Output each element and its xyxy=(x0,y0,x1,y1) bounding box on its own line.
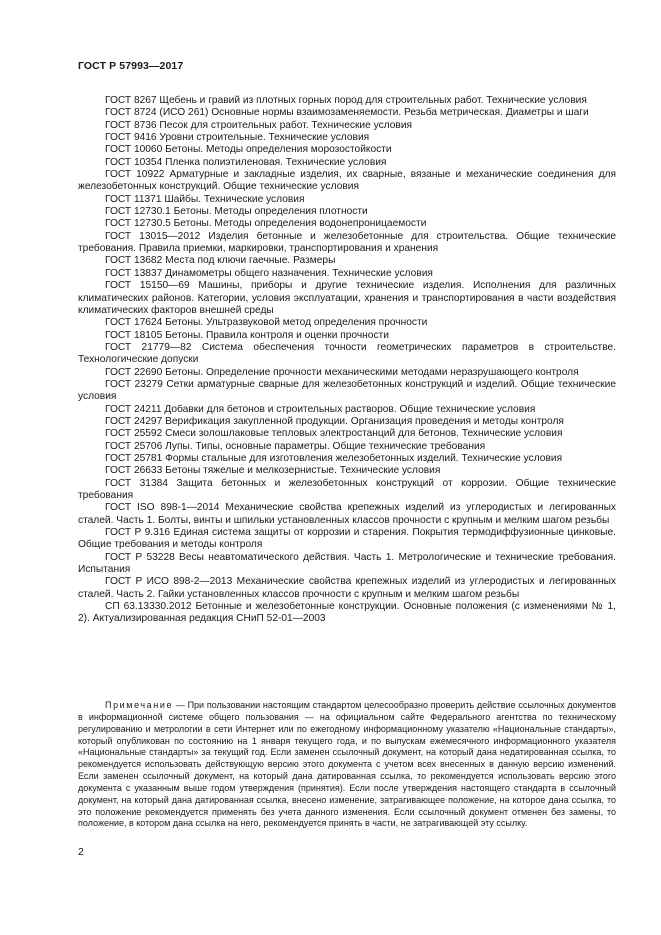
reference-item: ГОСТ 12730.1 Бетоны. Методы определения плотности xyxy=(105,206,368,218)
reference-item: ГОСТ 10060 Бетоны. Методы определения морозостойкости xyxy=(105,144,392,156)
reference-item: ГОСТ 23279 Сетки арматурные сварные для железобетонных конструкций и изделий. Общие технические условия xyxy=(78,378,616,403)
reference-item: ГОСТ 25781 Формы стальные для изготовления железобетонных изделий. Технические условия xyxy=(105,452,563,464)
reference-item: ГОСТ 12730.5 Бетоны. Методы определения водонепроницаемости xyxy=(105,218,427,230)
reference-item: ГОСТ 13837 Динамометры общего назначения. Технические условия xyxy=(105,267,433,279)
reference-item: ГОСТ 24211 Добавки для бетонов и строительных растворов. Общие технические условия xyxy=(105,403,536,415)
reference-item: ГОСТ 8736 Песок для строительных работ. Технические условия xyxy=(105,119,413,131)
reference-item: ГОСТ 17624 Бетоны. Ультразвуковой метод определения прочности xyxy=(105,317,428,329)
page-number: 2 xyxy=(78,846,84,858)
reference-item: ГОСТ 18105 Бетоны. Правила контроля и оценки прочности xyxy=(105,329,389,341)
reference-item: ГОСТ ISO 898-1—2014 Механические свойства крепежных изделий из углеродистых и легированных сталей. Часть 1. Болты, винты и шпильки установленных классов прочности с крупным и мелким шагом резьбы xyxy=(78,502,616,526)
reference-item: СП 63.13330.2012 Бетонные и железобетонные конструкции. Основные положения (с изменениями № 1, 2). Актуализированная редакция СНиП 52-01—2003 xyxy=(78,601,616,625)
reference-item: ГОСТ 22690 Бетоны. Определение прочности механическими методами неразрушающего контроля xyxy=(105,366,579,378)
note-text: — При пользовании настоящим стандартом целесообразно проверить действие ссылочных документов в информационной системе общего пользования — на официальном сайте Федерального агентства по техническому регулированию и метрологии в сети Интернет или по ежегодному информационному указателю «Национальные стандарты», который опубликован по состоянию на 1 января текущего года, и по выпускам ежемесячного информационного указателя «Национальные стандарты» за текущий год. Если заменен ссылочный документ, на который дана недатированная ссылка, то рекомендуется использовать действующую версию этого документа с учетом всех внесенных в данную версию изменений. Если заменен ссылочный документ, на который дана датированная ссылка, то рекомендуется использовать версию этого документа с указанным выше годом утверждения (принятия). Если после утверждения настоящего стандарта в ссылочный документ, на который дана датированная ссылка, внесено изменение, затрагивающее положение, на которое дана ссылка, то это положение рекомендуется применять без учета данного изменения. Если ссылочный документ отменен без замены, то положение, в котором дана ссылка на него, рекомендуется принять в части, не затрагивающей эту ссылку. xyxy=(78,700,616,829)
reference-item: ГОСТ 26633 Бетоны тяжелые и мелкозернистые. Технические условия xyxy=(105,465,441,477)
note-paragraph xyxy=(78,700,616,830)
reference-item: ГОСТ Р 9.316 Единая система защиты от коррозии и старения. Покрытия термодиффузионные цинковые. Общие требования и методы контроля xyxy=(78,527,616,551)
reference-item: ГОСТ 10354 Пленка полиэтиленовая. Технические условия xyxy=(105,156,387,168)
reference-item: ГОСТ 13015—2012 Изделия бетонные и железобетонные для строительства. Общие технические требования. Правила приемки, маркировки, транспортирования и хранения xyxy=(78,230,616,255)
reference-item: ГОСТ 13682 Места под ключи гаечные. Размеры xyxy=(105,255,336,267)
reference-item: ГОСТ 15150—69 Машины, приборы и другие технические изделия. Исполнения для различных климатических районов. Категории, условия эксплуатации, хранения и транспортирования в части воздействия климатических факторов внешней среды xyxy=(78,280,616,316)
reference-item: ГОСТ 25706 Лупы. Типы, основные параметры. Общие технические требования xyxy=(105,440,486,452)
reference-item: ГОСТ 8267 Щебень и гравий из плотных горных пород для строительных работ. Технические условия xyxy=(105,95,587,106)
normative-references-list xyxy=(78,95,616,626)
document-header: ГОСТ Р 57993—2017 xyxy=(78,60,184,72)
reference-item: ГОСТ 8724 (ИСО 261) Основные нормы взаимозаменяемости. Резьба метрическая. Диаметры и шаги xyxy=(105,107,589,119)
reference-item: ГОСТ Р ИСО 898-2—2013 Механические свойства крепежных изделий из углеродистых и легированных сталей. Часть 2. Гайки установленных классов прочности с крупным и мелким шагом резьбы xyxy=(78,576,616,600)
reference-item: ГОСТ 31384 Защита бетонных и железобетонных конструкций от коррозии. Общие технические требования xyxy=(78,477,616,501)
reference-item: ГОСТ Р 53228 Весы неавтоматического действия. Часть 1. Метрологические и технические требования. Испытания xyxy=(78,551,616,576)
reference-item: ГОСТ 25592 Смеси золошлаковые тепловых электростанций для бетонов. Технические условия xyxy=(105,428,563,440)
reference-item: ГОСТ 11371 Шайбы. Технические условия xyxy=(105,193,305,205)
reference-item: ГОСТ 24297 Верификация закупленной продукции. Организация проведения и методы контроля xyxy=(105,415,564,427)
reference-item: ГОСТ 10922 Арматурные и закладные изделия, их сварные, вязаные и механические соединения для железобетонных конструкций. Общие технические условия xyxy=(78,169,616,193)
note-label: Примечание xyxy=(105,700,174,710)
reference-item: ГОСТ 21779—82 Система обеспечения точности геометрических параметров в строительстве. Технологические допуски xyxy=(78,341,616,366)
reference-item: ГОСТ 9416 Уровни строительные. Технические условия xyxy=(105,132,370,144)
